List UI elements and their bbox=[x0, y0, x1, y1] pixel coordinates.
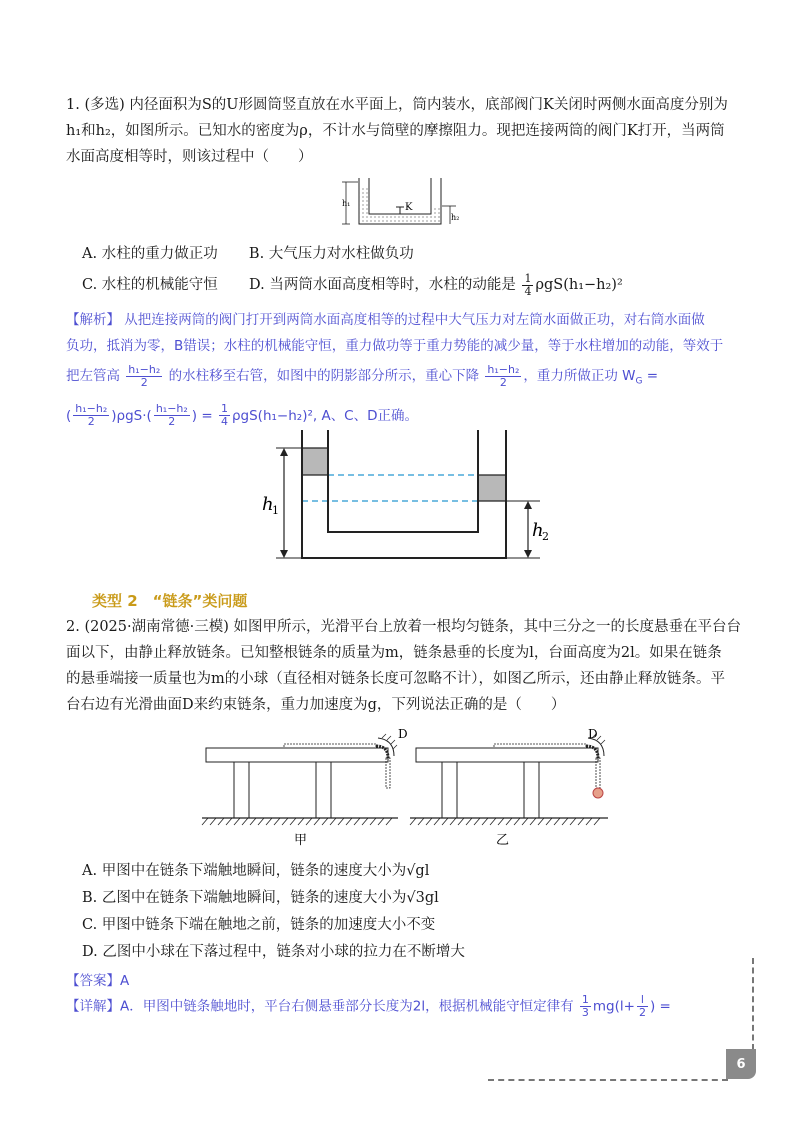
analysis-line-3d: = bbox=[642, 368, 659, 384]
analysis-line-3c: ，重力所做正功 W bbox=[523, 368, 636, 384]
h2-large-label: h bbox=[532, 520, 544, 541]
analysis-line-2: 负功，抵消为零，B错误；水柱的机械能守恒，重力做功等于重力势能的减少量，等于水柱增加的动能，等效于 bbox=[66, 338, 724, 354]
analysis-line-3a: 把左管高 bbox=[66, 368, 120, 384]
figure-jia-label: 甲 bbox=[294, 833, 308, 848]
analysis-line-3b: 的水柱移至右管，如图中的阴影部分所示，重心下降 bbox=[168, 368, 480, 384]
fraction-one-quarter: $\frac{1}{4}$ bbox=[524, 271, 532, 298]
fraction-h-diff-half-4: $\frac{\text{h₁−h₂}}{2}$ bbox=[155, 402, 188, 429]
analysis-line-4b: ) = bbox=[191, 407, 213, 424]
q1-line-3: 水面高度相等时，则该过程中（ ） bbox=[66, 149, 313, 165]
q1-option-c: C. 水柱的机械能守恒 bbox=[82, 277, 218, 293]
q1-option-d: D. 当两筒水面高度相等时，水柱的动能是 bbox=[249, 277, 516, 293]
detail-text: 【详解】A．甲图中链条触地时，平台右侧悬垂部分长度为2l，根据机械能守恒定律有 bbox=[66, 998, 574, 1015]
page-border-horizontal bbox=[488, 1079, 728, 1081]
page-border-vertical bbox=[752, 958, 754, 1050]
fraction-h-diff-half-3: $\frac{\text{h₁−h₂}}{2}$ bbox=[75, 402, 108, 429]
analysis-line-4c: ρgS(h₁−h₂)², A、C、D正确。 bbox=[231, 407, 419, 424]
analysis-w-sub: G bbox=[635, 376, 643, 387]
q2-line-3: 的悬垂端接一质量也为m的小球（直径相对链条长度可忽略不计），如图乙所示，还由静止释放链条。平 bbox=[66, 671, 725, 687]
question-1 bbox=[66, 92, 746, 170]
h1-small-label: h₁ bbox=[342, 199, 351, 208]
analysis-line-4a: )ρgS·( bbox=[111, 407, 152, 424]
q2-line-4: 台右边有光滑曲面D来约束链条，重力加速度为g，下列说法正确的是（ ） bbox=[66, 697, 566, 713]
analysis-1: 【解析】 从把连接两筒的阀门打开到两筒水面高度相等的过程中大气压力对左筒水面做正功，对右筒水面做 负功，抵消为零，B错误；水柱的机械能守恒，重力做功等于重力势能的减少量，等于水柱增加的动能，等效于 把左管高 $\frac{\text{h₁−h₂}}{2}$ 的水柱移至右管，如图中的阴影部分所示，重心下降 $\frac{\text{h₁−h₂}}{2}$ ，重力所做正功 $W_G$ = ( $\frac{\text{h₁−h₂}}{2}$ )ρgS·( $\frac{\text{h₁−h₂}}{2}$ ) = $\frac{1}{4}$ ρgS(h₁−h₂)², A、C、D正确。 bbox=[66, 307, 746, 433]
q2-option-a: A. 甲图中在链条下端触地瞬间，链条的速度大小为√gl bbox=[82, 863, 430, 879]
detail-tail-2: ) = bbox=[649, 998, 671, 1015]
q1-line-1: 1. (多选) 内径面积为S的U形圆筒竖直放在水平面上，筒内装水，底部阀门K关闭时两侧水面高度分别为 bbox=[66, 97, 728, 113]
fraction-l-half: $\frac{l}{2}$ bbox=[638, 993, 646, 1019]
question-2 bbox=[66, 614, 746, 718]
page-number: 6 bbox=[726, 1049, 756, 1079]
q2-option-b: B. 乙图中在链条下端触地瞬间，链条的速度大小为√3gl bbox=[82, 890, 439, 906]
q2-line-1: 2. (2025·湖南常德·三模) 如图甲所示，光滑平台上放着一根均匀链条，其中三分之一的长度悬垂在平台台 bbox=[66, 619, 741, 635]
q2-option-c: C. 甲图中链条下端在触地之前，链条的加速度大小不变 bbox=[82, 917, 436, 933]
analysis-line-1: 从把连接两筒的阀门打开到两筒水面高度相等的过程中大气压力对左筒水面做正功，对右筒水面做 bbox=[124, 312, 705, 328]
q1-option-b: B. 大气压力对水柱做负功 bbox=[248, 246, 414, 262]
detail-2 bbox=[66, 994, 671, 1019]
q1-options-row-2 bbox=[82, 272, 623, 298]
figure-yi-label: 乙 bbox=[496, 833, 510, 848]
u-tube-figure-small bbox=[338, 176, 474, 232]
detail-tail: mg(l+ bbox=[592, 998, 635, 1015]
answer-2: 【答案】A bbox=[66, 973, 130, 989]
surface-d-label-right: D bbox=[588, 727, 598, 741]
q1-option-a: A. 水柱的重力做正功 bbox=[82, 246, 218, 262]
fraction-one-third: $\frac{1}{3}$ bbox=[581, 993, 589, 1019]
q2-option-d: D. 乙图中小球在下落过程中，链条对小球的拉力在不断增大 bbox=[82, 944, 465, 960]
section-heading: 类型 2 “链条”类问题 bbox=[92, 592, 248, 610]
q2-line-2: 面以下，由静止释放链条。已知整根链条的质量为m，链条悬垂的长度为l，台面高度为2l。如果在链条 bbox=[66, 645, 722, 661]
q1-option-d-expr: ρgS(h₁−h₂)² bbox=[535, 277, 623, 293]
h1-large-label: h bbox=[262, 494, 274, 515]
fraction-one-quarter-2: $\frac{1}{4}$ bbox=[220, 402, 228, 429]
q1-options-row-1 bbox=[82, 241, 414, 267]
q1-line-2: h₁和h₂，如图所示。已知水的密度为ρ，不计水与筒壁的摩擦阻力。现把连接两筒的阀门K打开，当两筒 bbox=[66, 123, 725, 139]
surface-d-label-left: D bbox=[398, 727, 408, 741]
h2-small-label: h₂ bbox=[451, 213, 460, 222]
fraction-h-diff-half: $\frac{\text{h₁−h₂}}{2}$ bbox=[128, 362, 161, 389]
h1-large-sub: 1 bbox=[272, 504, 279, 517]
u-tube-figure-large bbox=[252, 428, 552, 568]
chain-figure bbox=[198, 726, 608, 852]
fraction-h-diff-half-2: $\frac{\text{h₁−h₂}}{2}$ bbox=[487, 362, 520, 389]
analysis-tag: 【解析】 bbox=[66, 312, 120, 328]
h2-large-sub: 2 bbox=[542, 530, 549, 543]
valve-k-label: K bbox=[405, 202, 413, 213]
